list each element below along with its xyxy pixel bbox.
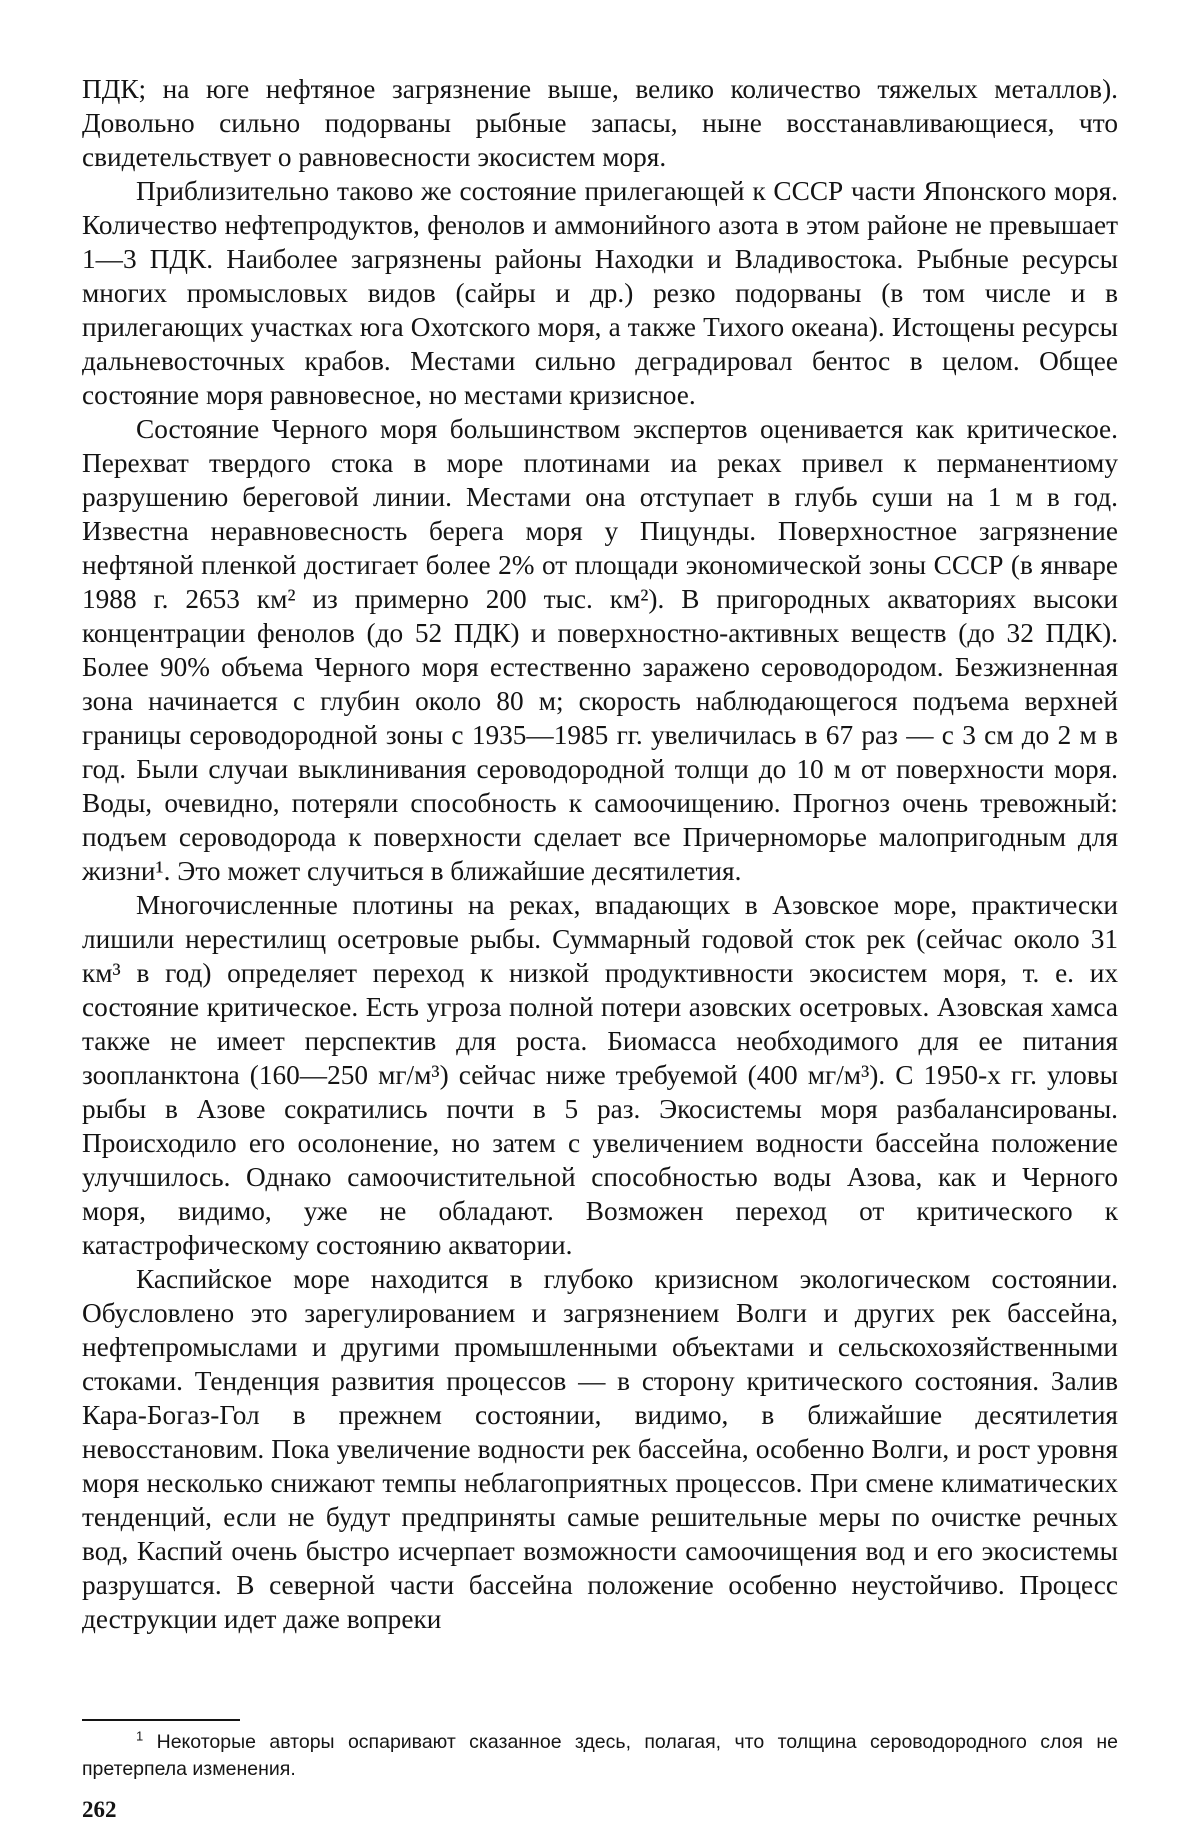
- footnote-marker: 1: [136, 1729, 143, 1744]
- footnote-divider: [82, 1719, 240, 1721]
- paragraph-5: Каспийское море находится в глубоко кризисном экологическом состоянии. Обусловлено это зарегулированием и загрязнением Волги и других рек бассейна, нефтепромыслами и другими промышленными объектами и сельскохозяйственными стоками. Тенденция развития процессов — в сторону критического состояния. Залив Кара-Богаз-Гол в прежнем состоянии, видимо, в ближайшие десятилетия невосстановим. Пока увеличение водности рек бассейна, особенно Волги, и рост уровня моря несколько снижают темпы неблагоприятных процессов. При смене климатических тенденций, если не будут предприняты самые решительные меры по очистке речных вод, Каспий очень быстро исчерпает возможности самоочищения вод и его экосистемы разрушатся. В северной части бассейна положение особенно неустойчиво. Процесс деструкции идет даже вопреки: [82, 1262, 1118, 1636]
- paragraph-3: Состояние Черного моря большинством экспертов оценивается как критическое. Перехват твердого стока в море плотинами иа реках привел к перманентиому разрушению береговой линии. Местами она отступает в глубь суши на 1 м в год. Известна неравновесность берега моря у Пицунды. Поверхностное загрязнение нефтяной пленкой достигает более 2% от площади экономической зоны СССР (в январе 1988 г. 2653 км² из примерно 200 тыс. км²). В пригородных акваториях высоки концентрации фенолов (до 52 ПДК) и поверхностно-активных веществ (до 32 ПДК). Более 90% объема Черного моря естественно заражено сероводородом. Безжизненная зона начинается с глубин около 80 м; скорость наблюдающегося подъема верхней границы сероводородной зоны с 1935—1985 гг. увеличилась в 67 раз — с 3 см до 2 м в год. Были случаи выклинивания сероводородной толщи до 10 м от поверхности моря. Воды, очевидно, потеряли способность к самоочищению. Прогноз очень тревожный: подъем сероводорода к поверхности сделает все Причерноморье малопригодным для жизни¹. Это может случиться в ближайшие десятилетия.: [82, 412, 1118, 888]
- paragraph-1: ПДК; на юге нефтяное загрязнение выше, велико количество тяжелых металлов). Довольно сильно подорваны рыбные запасы, ныне восстанавливающиеся, что свидетельствует о равновесности экосистем моря.: [82, 72, 1118, 174]
- footnote-text: Некоторые авторы оспаривают сказанное здесь, полагая, что толщина сероводородного слоя не претерпела изменения.: [82, 1731, 1118, 1780]
- page-body: [82, 72, 1118, 1636]
- page-number: 262: [82, 1796, 117, 1824]
- paragraph-4: Многочисленные плотины на реках, впадающих в Азовское море, практически лишили нерестилищ осетровые рыбы. Суммарный годовой сток рек (сейчас около 31 км³ в год) определяет переход к низкой продуктивности экосистем моря, т. е. их состояние критическое. Есть угроза полной потери азовских осетровых. Азовская хамса также не имеет перспектив для роста. Биомасса необходимого для ее питания зоопланктона (160—250 мг/м³) сейчас ниже требуемой (400 мг/м³). С 1950-х гг. уловы рыбы в Азове сократились почти в 5 раз. Экосистемы моря разбалансированы. Происходило его осолонение, но затем с увеличением водности бассейна положение улучшилось. Однако самоочистительной способностью воды Азова, как и Черного моря, видимо, уже не обладают. Возможен переход от критического к катастрофическому состоянию акватории.: [82, 888, 1118, 1262]
- paragraph-2: Приблизительно таково же состояние прилегающей к СССР части Японского моря. Количество нефтепродуктов, фенолов и аммонийного азота в этом районе не превышает 1—3 ПДК. Наиболее загрязнены районы Находки и Владивостока. Рыбные ресурсы многих промысловых видов (сайры и др.) резко подорваны (в том числе и в прилегающих участках юга Охотского моря, а также Тихого океана). Истощены ресурсы дальневосточных крабов. Местами сильно деградировал бентос в целом. Общее состояние моря равновесное, но местами кризисное.: [82, 174, 1118, 412]
- footnote: [82, 1729, 1118, 1783]
